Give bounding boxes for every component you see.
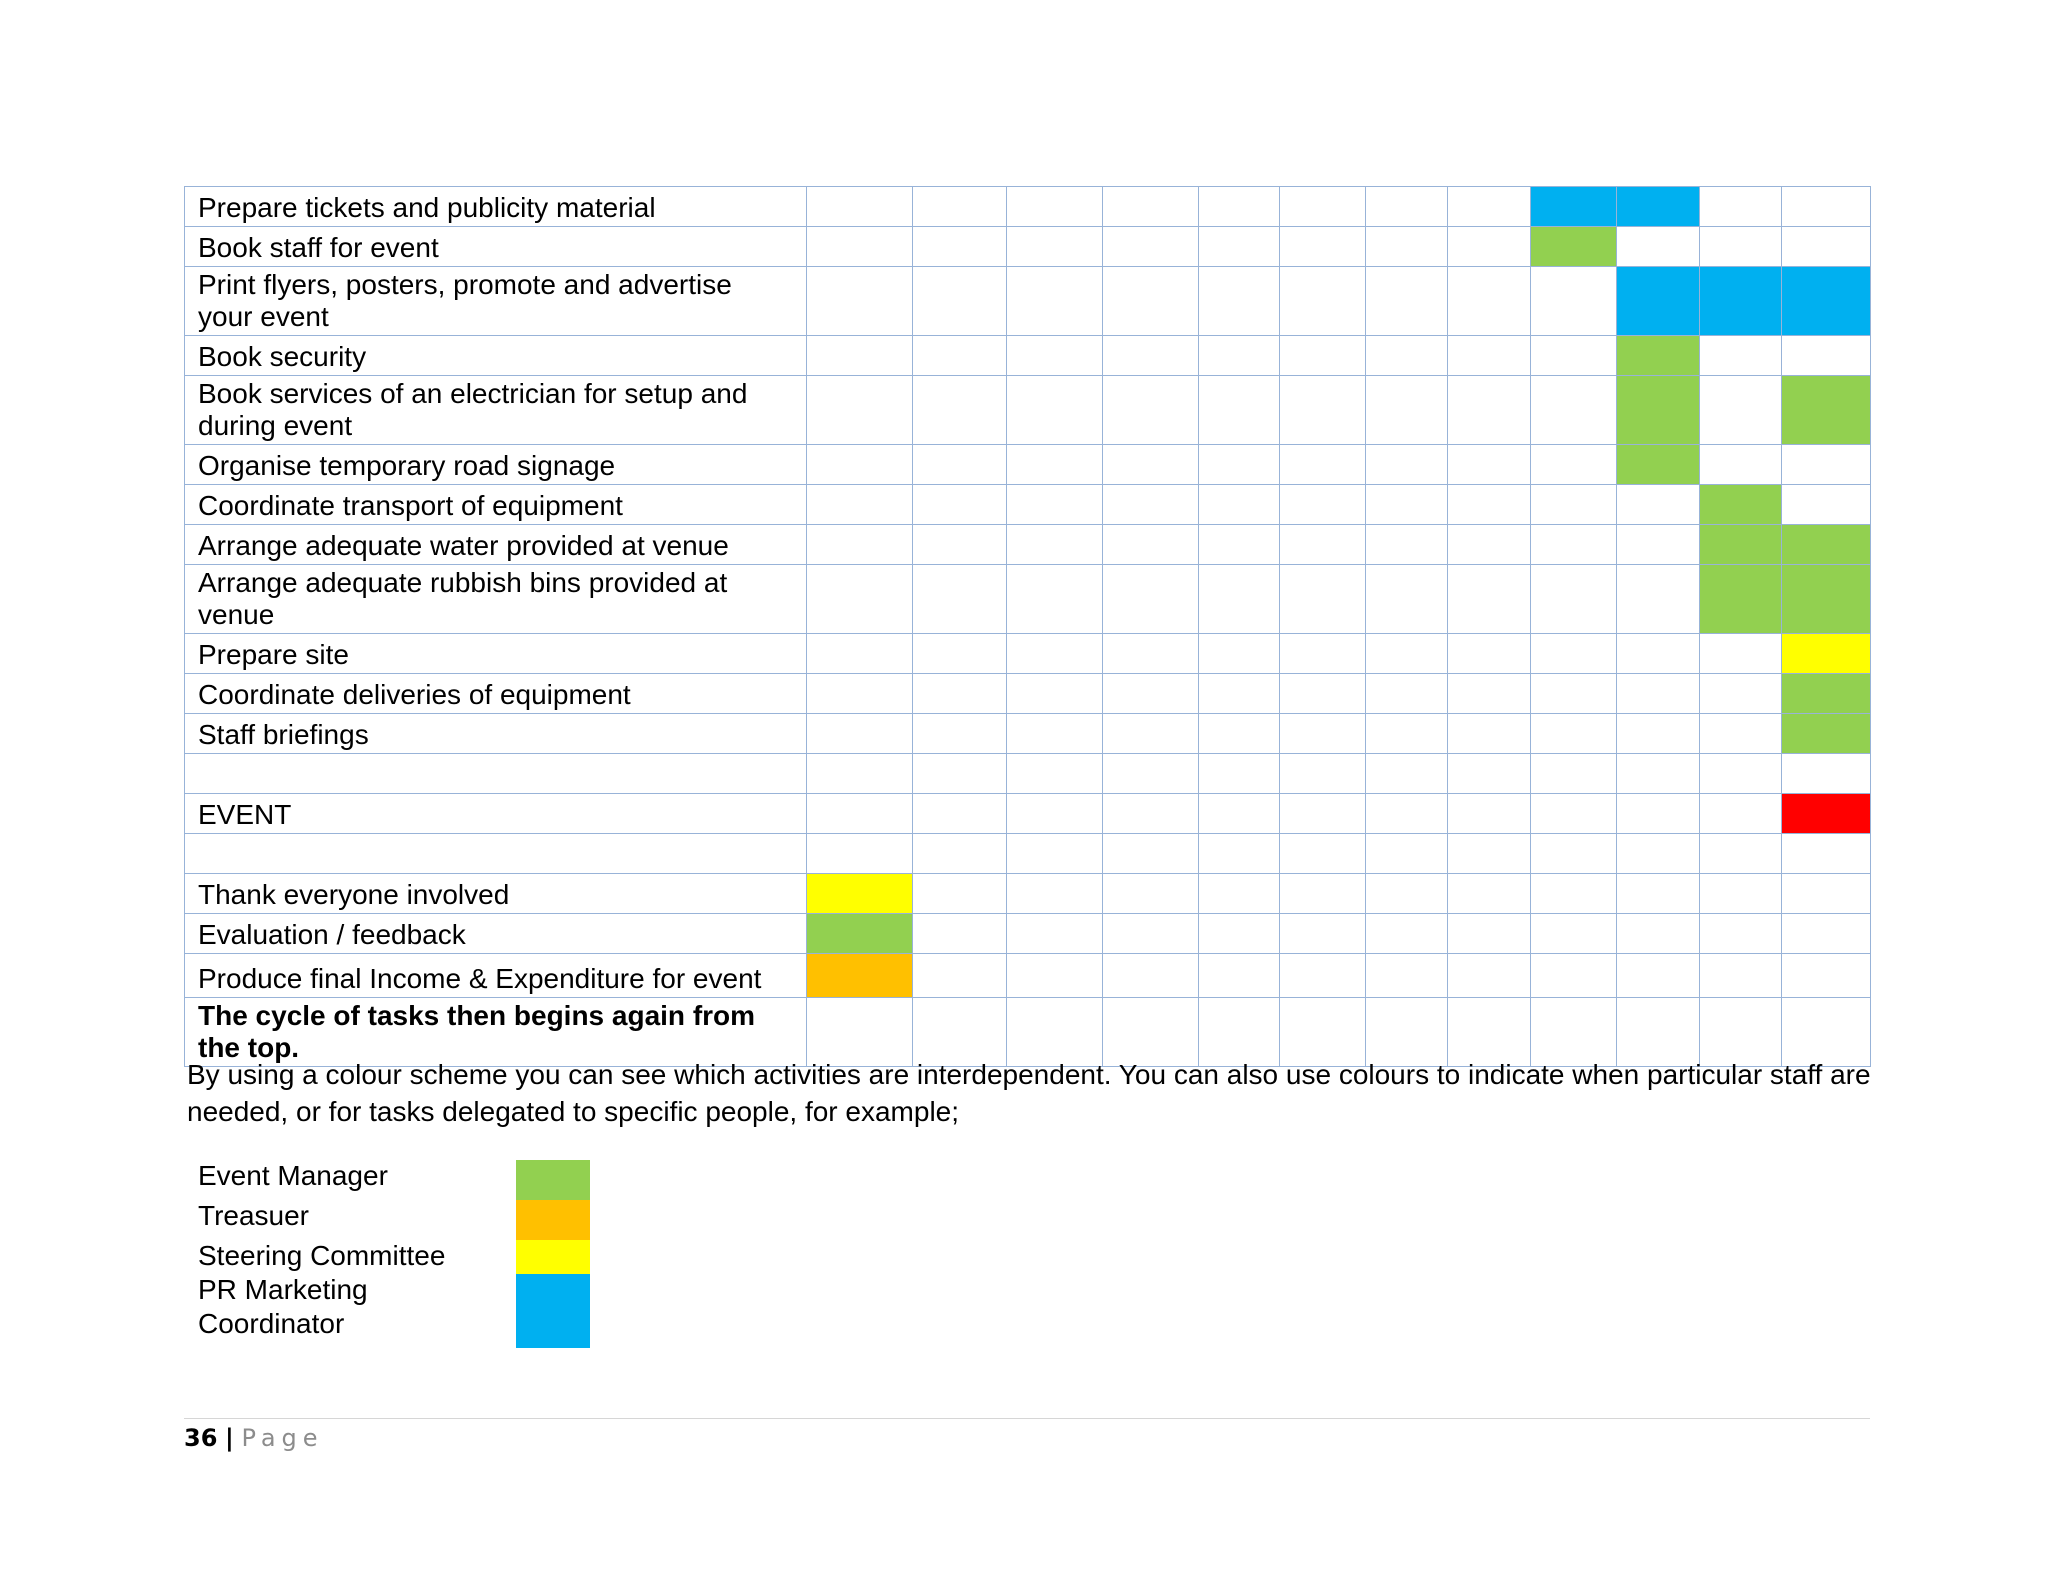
schedule-empty-cell [1617,914,1700,954]
schedule-empty-cell [807,634,913,674]
schedule-bar-cell [1700,565,1782,634]
table-row [185,525,1871,565]
schedule-empty-cell [1366,227,1448,267]
schedule-empty-cell [1280,794,1366,834]
schedule-empty-cell [1366,954,1448,998]
schedule-empty-cell [807,754,913,794]
schedule-bar-cell [1782,565,1871,634]
table-row [185,485,1871,525]
schedule-empty-cell [1280,754,1366,794]
schedule-empty-cell [1448,674,1531,714]
schedule-empty-cell [1700,445,1782,485]
table-row [185,227,1871,267]
schedule-empty-cell [1531,754,1617,794]
legend-label: Treasuer [198,1200,310,1231]
schedule-empty-cell [807,525,913,565]
schedule-empty-cell [1007,874,1103,914]
schedule-empty-cell [1007,754,1103,794]
schedule-empty-cell [1782,914,1871,954]
schedule-empty-cell [1280,445,1366,485]
schedule-empty-cell [1280,525,1366,565]
schedule-empty-cell [1280,376,1366,445]
legend-item [198,1240,445,1272]
schedule-empty-cell [1782,954,1871,998]
task-name-cell [185,834,807,874]
schedule-empty-cell [1007,634,1103,674]
schedule-empty-cell [913,874,1007,914]
schedule-empty-cell [1531,834,1617,874]
schedule-empty-cell [1366,874,1448,914]
table-row [185,376,1871,445]
schedule-empty-cell [913,754,1007,794]
schedule-bar-cell [1782,714,1871,754]
schedule-bar-cell [1700,267,1782,336]
schedule-empty-cell [1280,187,1366,227]
schedule-bar-cell [1531,187,1617,227]
schedule-empty-cell [1007,227,1103,267]
task-name-cell [185,754,807,794]
schedule-empty-cell [1280,834,1366,874]
schedule-empty-cell [1199,754,1280,794]
schedule-empty-cell [1366,794,1448,834]
schedule-empty-cell [807,267,913,336]
schedule-empty-cell [1531,525,1617,565]
schedule-empty-cell [913,794,1007,834]
schedule-bar-cell [1782,376,1871,445]
schedule-empty-cell [1448,227,1531,267]
schedule-empty-cell [1199,714,1280,754]
schedule-empty-cell [1007,267,1103,336]
legend-item [198,1274,368,1306]
schedule-empty-cell [1617,954,1700,998]
schedule-empty-cell [1199,445,1280,485]
schedule-bar-cell [1617,336,1700,376]
schedule-empty-cell [1782,445,1871,485]
schedule-bar-cell [1782,794,1871,834]
schedule-empty-cell [1103,227,1199,267]
schedule-empty-cell [1700,634,1782,674]
schedule-empty-cell [1617,834,1700,874]
schedule-empty-cell [1280,227,1366,267]
schedule-empty-cell [1199,187,1280,227]
schedule-bar-cell [1617,376,1700,445]
schedule-empty-cell [1700,187,1782,227]
schedule-empty-cell [1007,525,1103,565]
schedule-empty-cell [1700,874,1782,914]
schedule-bar-cell [1782,674,1871,714]
schedule-empty-cell [1366,754,1448,794]
schedule-empty-cell [1448,187,1531,227]
schedule-bar-cell [1617,187,1700,227]
schedule-empty-cell [1782,227,1871,267]
schedule-empty-cell [1700,376,1782,445]
schedule-bar-cell [1700,485,1782,525]
task-name-cell: Produce final Income & Expenditure for event [185,954,807,998]
legend-swatch [516,1160,590,1200]
schedule-empty-cell [807,674,913,714]
schedule-empty-cell [1700,674,1782,714]
schedule-empty-cell [1531,914,1617,954]
task-name-cell: Prepare site [185,634,807,674]
schedule-bar-cell [1617,267,1700,336]
table-row [185,267,1871,336]
schedule-empty-cell [1280,565,1366,634]
schedule-empty-cell [1700,794,1782,834]
schedule-empty-cell [1007,187,1103,227]
schedule-empty-cell [1103,445,1199,485]
table-row [185,834,1871,874]
schedule-bar-cell [1782,634,1871,674]
schedule-empty-cell [1366,565,1448,634]
schedule-empty-cell [1103,485,1199,525]
schedule-empty-cell [1103,714,1199,754]
schedule-empty-cell [1700,336,1782,376]
schedule-empty-cell [1280,267,1366,336]
schedule-bar-cell [1617,445,1700,485]
schedule-empty-cell [913,336,1007,376]
schedule-empty-cell [1280,954,1366,998]
table-row [185,565,1871,634]
schedule-empty-cell [1366,267,1448,336]
table-row [185,714,1871,754]
schedule-empty-cell [1617,525,1700,565]
schedule-empty-cell [1448,954,1531,998]
schedule-empty-cell [1199,674,1280,714]
schedule-empty-cell [1782,874,1871,914]
task-schedule-table [184,186,1871,1067]
schedule-empty-cell [1617,714,1700,754]
task-name-cell: Prepare tickets and publicity material [185,187,807,227]
schedule-empty-cell [913,834,1007,874]
schedule-bar-cell [1782,267,1871,336]
schedule-empty-cell [1617,227,1700,267]
schedule-empty-cell [913,714,1007,754]
schedule-empty-cell [1700,954,1782,998]
schedule-empty-cell [1617,794,1700,834]
schedule-empty-cell [1366,336,1448,376]
legend-label: Steering Committee [198,1240,446,1271]
schedule-empty-cell [1448,485,1531,525]
schedule-bar-cell [807,914,913,954]
legend-swatch [516,1310,590,1348]
colour-scheme-explanation: By using a colour scheme you can see which activities are interdependent. You can also use colours to indicate when particular staff are needed, or for tasks delegated to specific people, for example; [187,1059,1871,1127]
schedule-empty-cell [1007,954,1103,998]
schedule-empty-cell [1617,634,1700,674]
schedule-bar-cell [1531,227,1617,267]
schedule-empty-cell [1617,754,1700,794]
footer-separator: | [225,1424,234,1452]
task-name-cell: EVENT [185,794,807,834]
schedule-empty-cell [1199,874,1280,914]
schedule-empty-cell [1782,187,1871,227]
schedule-empty-cell [1199,914,1280,954]
schedule-empty-cell [1448,336,1531,376]
schedule-bar-cell [807,874,913,914]
schedule-empty-cell [1199,336,1280,376]
schedule-empty-cell [1448,565,1531,634]
table-row [185,634,1871,674]
schedule-empty-cell [1103,634,1199,674]
schedule-empty-cell [807,794,913,834]
schedule-empty-cell [807,834,913,874]
schedule-empty-cell [1103,187,1199,227]
schedule-empty-cell [1531,565,1617,634]
schedule-empty-cell [1199,485,1280,525]
schedule-empty-cell [1531,634,1617,674]
legend-label: Coordinator [198,1308,345,1339]
schedule-empty-cell [1199,227,1280,267]
task-name-cell: Staff briefings [185,714,807,754]
schedule-empty-cell [1448,914,1531,954]
schedule-bar-cell [1782,525,1871,565]
table-row [185,794,1871,834]
schedule-empty-cell [807,445,913,485]
schedule-empty-cell [1782,485,1871,525]
schedule-empty-cell [1103,914,1199,954]
schedule-empty-cell [807,714,913,754]
schedule-empty-cell [1103,565,1199,634]
schedule-empty-cell [1700,227,1782,267]
schedule-empty-cell [1103,336,1199,376]
schedule-empty-cell [1199,267,1280,336]
schedule-empty-cell [1007,834,1103,874]
schedule-empty-cell [1199,634,1280,674]
schedule-empty-cell [1103,794,1199,834]
task-name-cell: Thank everyone involved [185,874,807,914]
schedule-empty-cell [913,376,1007,445]
schedule-empty-cell [1700,714,1782,754]
schedule-empty-cell [1531,714,1617,754]
schedule-empty-cell [1103,525,1199,565]
schedule-empty-cell [807,376,913,445]
schedule-empty-cell [1782,834,1871,874]
page-footer [184,1424,324,1452]
schedule-empty-cell [1007,714,1103,754]
schedule-empty-cell [1782,336,1871,376]
table-row [185,187,1871,227]
schedule-empty-cell [807,485,913,525]
schedule-empty-cell [1366,187,1448,227]
schedule-empty-cell [1103,674,1199,714]
schedule-empty-cell [1366,834,1448,874]
task-name-cell: Coordinate transport of equipment [185,485,807,525]
schedule-empty-cell [913,914,1007,954]
schedule-empty-cell [913,525,1007,565]
schedule-empty-cell [1531,267,1617,336]
table-row [185,954,1871,998]
page-label: Page [241,1424,324,1452]
legend-item [198,1200,309,1232]
schedule-empty-cell [1280,674,1366,714]
schedule-empty-cell [1448,445,1531,485]
schedule-empty-cell [913,954,1007,998]
schedule-empty-cell [913,485,1007,525]
schedule-empty-cell [1199,954,1280,998]
schedule-empty-cell [1448,525,1531,565]
schedule-empty-cell [913,634,1007,674]
table-row [185,336,1871,376]
schedule-empty-cell [807,227,913,267]
schedule-empty-cell [1448,714,1531,754]
task-name-cell: Book staff for event [185,227,807,267]
legend-item [198,1308,344,1340]
schedule-empty-cell [1531,336,1617,376]
schedule-empty-cell [1007,914,1103,954]
task-name-cell: Book services of an electrician for setup and during event [185,376,807,445]
task-name-cell: The cycle of tasks then begins again from the top. [185,998,807,1067]
schedule-empty-cell [1103,376,1199,445]
schedule-empty-cell [807,187,913,227]
schedule-bar-cell [807,954,913,998]
schedule-empty-cell [1199,834,1280,874]
schedule-empty-cell [1448,834,1531,874]
schedule-empty-cell [1103,874,1199,914]
task-name-cell: Arrange adequate rubbish bins provided at venue [185,565,807,634]
schedule-empty-cell [1366,714,1448,754]
schedule-bar-cell [1700,525,1782,565]
legend-label: Event Manager [198,1160,388,1191]
schedule-empty-cell [1280,485,1366,525]
legend-label: PR Marketing [198,1274,368,1305]
schedule-empty-cell [1700,834,1782,874]
schedule-empty-cell [1617,565,1700,634]
schedule-empty-cell [1280,634,1366,674]
schedule-empty-cell [1103,267,1199,336]
schedule-empty-cell [1617,674,1700,714]
schedule-empty-cell [913,674,1007,714]
schedule-empty-cell [1700,914,1782,954]
schedule-empty-cell [1366,914,1448,954]
schedule-empty-cell [1531,376,1617,445]
table-row [185,674,1871,714]
schedule-empty-cell [1531,445,1617,485]
task-name-cell: Coordinate deliveries of equipment [185,674,807,714]
schedule-empty-cell [1280,914,1366,954]
schedule-empty-cell [1366,485,1448,525]
schedule-empty-cell [913,565,1007,634]
schedule-empty-cell [1617,874,1700,914]
legend-swatch [516,1274,590,1310]
schedule-empty-cell [1782,754,1871,794]
task-name-cell: Arrange adequate water provided at venue [185,525,807,565]
schedule-empty-cell [807,565,913,634]
schedule-empty-cell [1448,754,1531,794]
schedule-empty-cell [1199,565,1280,634]
schedule-empty-cell [1007,674,1103,714]
schedule-empty-cell [1448,874,1531,914]
schedule-empty-cell [1531,794,1617,834]
schedule-empty-cell [1007,445,1103,485]
table-row [185,914,1871,954]
legend-swatch [516,1240,590,1278]
task-name-cell: Print flyers, posters, promote and advertise your event [185,267,807,336]
schedule-empty-cell [913,267,1007,336]
schedule-empty-cell [1103,834,1199,874]
schedule-empty-cell [1103,754,1199,794]
schedule-empty-cell [1103,954,1199,998]
task-name-cell: Organise temporary road signage [185,445,807,485]
schedule-empty-cell [1700,754,1782,794]
legend-swatch [516,1200,590,1240]
schedule-empty-cell [1280,714,1366,754]
schedule-empty-cell [1280,874,1366,914]
page-number: 36 [184,1424,218,1452]
table-row [185,754,1871,794]
table-row [185,445,1871,485]
schedule-empty-cell [1531,674,1617,714]
schedule-empty-cell [1007,376,1103,445]
schedule-empty-cell [1366,376,1448,445]
schedule-empty-cell [1531,874,1617,914]
task-name-cell: Book security [185,336,807,376]
schedule-empty-cell [1531,954,1617,998]
schedule-empty-cell [1007,794,1103,834]
schedule-empty-cell [1007,485,1103,525]
legend-item [198,1160,388,1192]
schedule-empty-cell [807,336,913,376]
schedule-empty-cell [1366,445,1448,485]
schedule-empty-cell [1366,674,1448,714]
footer-divider [184,1418,1870,1419]
schedule-empty-cell [1448,267,1531,336]
schedule-empty-cell [1366,634,1448,674]
schedule-empty-cell [913,227,1007,267]
schedule-empty-cell [1448,376,1531,445]
schedule-empty-cell [1448,794,1531,834]
schedule-empty-cell [913,445,1007,485]
schedule-empty-cell [1531,485,1617,525]
schedule-empty-cell [1366,525,1448,565]
schedule-empty-cell [913,187,1007,227]
schedule-empty-cell [1280,336,1366,376]
schedule-empty-cell [1007,565,1103,634]
table-row [185,874,1871,914]
schedule-empty-cell [1007,336,1103,376]
schedule-empty-cell [1448,634,1531,674]
schedule-empty-cell [1199,376,1280,445]
schedule-empty-cell [1199,525,1280,565]
task-name-cell: Evaluation / feedback [185,914,807,954]
schedule-empty-cell [1617,485,1700,525]
schedule-empty-cell [1199,794,1280,834]
